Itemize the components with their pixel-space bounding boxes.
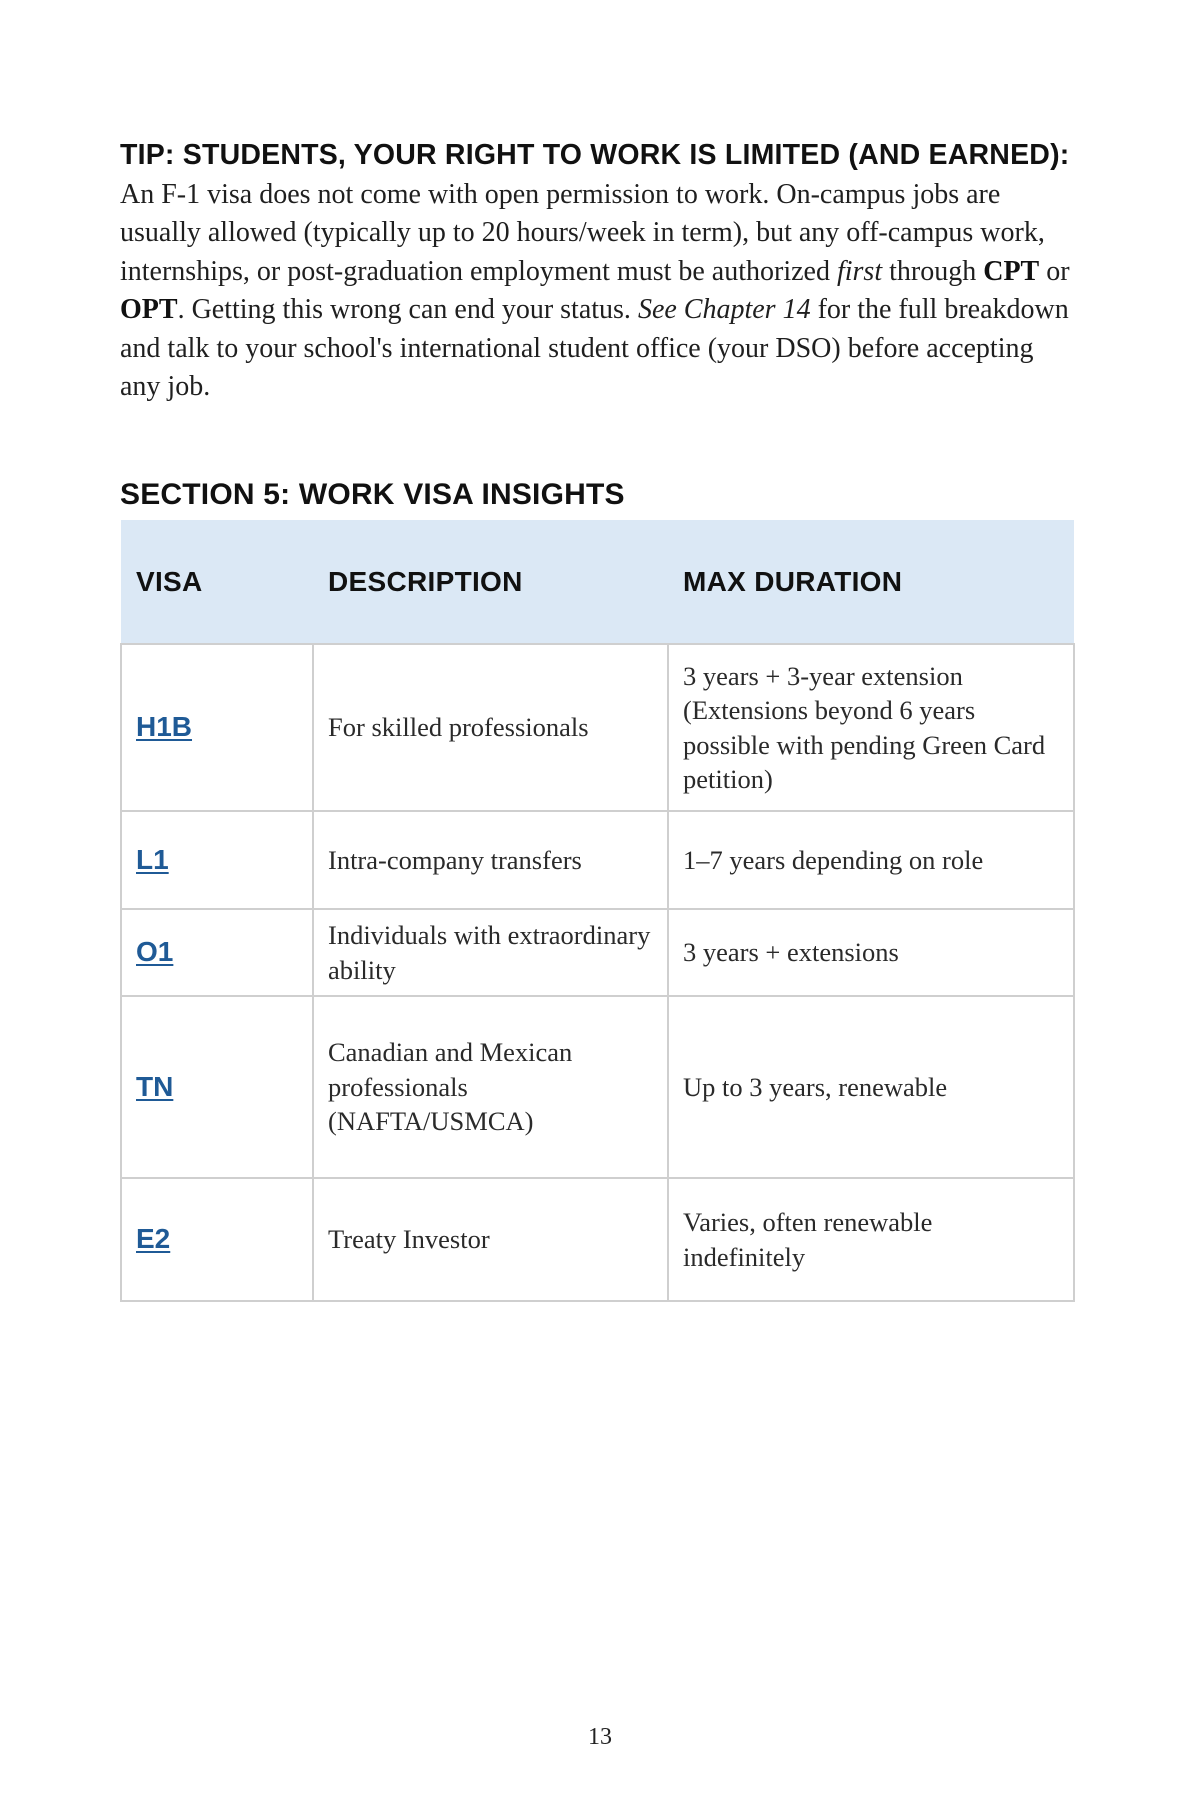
page-number: 13 [588, 1724, 612, 1750]
table-header-row [121, 520, 1074, 644]
column-header-max-duration: MAX DURATION [683, 565, 903, 597]
visa-cell [121, 1178, 313, 1301]
visa-link-tn[interactable]: TN [136, 1070, 174, 1102]
table-body [121, 644, 1074, 1301]
description-cell: Intra-company transfers [313, 811, 668, 909]
section-title: SECTION 5: WORK VISA INSIGHTS [120, 478, 625, 511]
tip-opt: OPT [120, 294, 178, 325]
visa-cell [121, 811, 313, 909]
tip-text: . Getting this wrong can end your status. [177, 294, 638, 325]
tip-paragraph [120, 136, 1080, 407]
description-cell: Individuals with extraordinary ability [313, 909, 668, 996]
visa-link-o1[interactable]: O1 [136, 936, 174, 968]
table-row [121, 996, 1074, 1178]
table-header [121, 520, 1074, 644]
visa-link-e2[interactable]: E2 [136, 1223, 171, 1255]
tip-text: or [1039, 255, 1070, 287]
visa-link-h1b[interactable]: H1B [136, 711, 193, 743]
visa-cell [121, 996, 313, 1178]
column-header-description: DESCRIPTION [328, 565, 523, 597]
table-row [121, 811, 1074, 909]
duration-cell: Up to 3 years, renewable [668, 996, 1074, 1178]
duration-cell: Varies, often renewable indefinitely [668, 1178, 1074, 1301]
tip-text: An F-1 visa does not come with open permission to work. On-campus jobs are usually allowed (typically up to 20 hours/week in term), but any off-campus work, internships, or post-graduation employment must be authorized [120, 178, 1045, 287]
table-row [121, 909, 1074, 996]
work-visa-table [120, 520, 1075, 1302]
table-row [121, 1178, 1074, 1301]
visa-link-l1[interactable]: L1 [136, 843, 169, 875]
description-cell: Treaty Investor [313, 1178, 668, 1301]
tip-emphasis-first: first [836, 255, 883, 287]
tip-cpt: CPT [983, 255, 1040, 287]
tip-heading: TIP: STUDENTS, YOUR RIGHT TO WORK IS LIMITED (AND EARNED): [120, 139, 1070, 171]
tip-chapter-reference: See Chapter 14 [637, 294, 811, 325]
description-cell: For skilled professionals [313, 644, 668, 811]
description-cell: Canadian and Mexican professionals (NAFTA/USMCA) [313, 996, 668, 1178]
tip-text: through [882, 255, 984, 287]
tip-text: for the full breakdown and talk to your school's international student office (your DSO) before accepting any job. [120, 294, 1069, 402]
duration-cell: 3 years + 3-year extension (Extensions beyond 6 years possible with pending Green Card petition) [668, 644, 1074, 811]
visa-cell [121, 909, 313, 996]
table-row [121, 644, 1074, 811]
visa-cell [121, 644, 313, 811]
duration-cell: 1–7 years depending on role [668, 811, 1074, 909]
duration-cell: 3 years + extensions [668, 909, 1074, 996]
column-header-visa: VISA [136, 565, 203, 597]
